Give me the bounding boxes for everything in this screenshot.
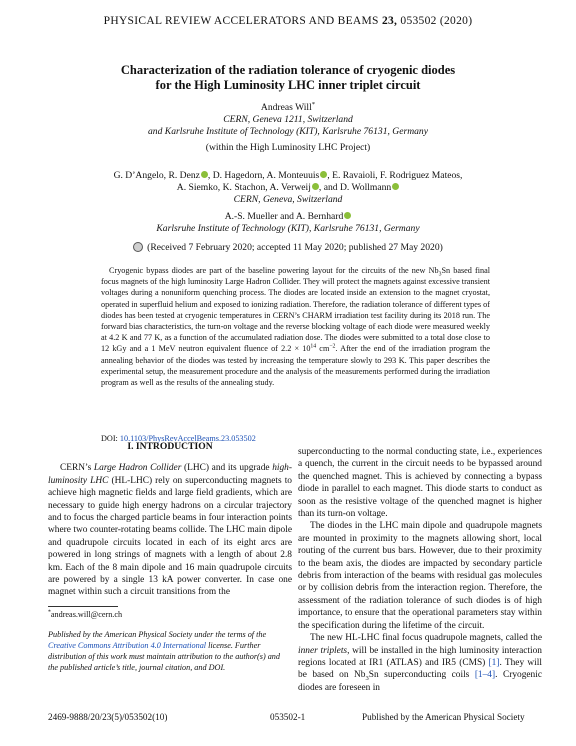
text-run: (LHC) and its upgrade	[181, 463, 273, 474]
orcid-icon[interactable]	[392, 183, 399, 190]
abstract-text: Cryogenic bypass diodes are part of the baseline powering layout for the circuits of the new Nb	[109, 266, 439, 275]
right-column	[298, 446, 542, 694]
affiliation-cern: CERN, Geneva 1211, Switzerland	[223, 114, 353, 125]
text-run-italic: Large Hadron Collider	[93, 463, 182, 474]
text-run: . They will be based on Nb	[298, 657, 542, 681]
reference-link[interactable]: [1–4]	[474, 670, 496, 681]
footnote-rule	[48, 606, 118, 607]
author-text-5: , and D. Wollmann	[318, 182, 392, 193]
license-text: Published by the American Physical Society under the terms of the	[48, 630, 267, 639]
author-block-1	[40, 102, 536, 154]
reference-link[interactable]: [1]	[488, 657, 500, 668]
text-run: The new HL-LHC final focus quadrupole magnets, called the	[310, 633, 542, 644]
doi-label: DOI:	[101, 434, 120, 443]
project-note: (within the High Luminosity LHC Project)	[205, 142, 371, 153]
text-run: CERN’s	[60, 463, 94, 474]
left-column	[48, 441, 292, 599]
intro-paragraph	[48, 462, 292, 598]
article-id-year: 053502 (2020)	[400, 15, 473, 27]
title-line-1: Characterization of the radiation tolerance of cryogenic diodes	[120, 63, 456, 77]
abstract-text: Sn based final focus magnets of the high luminosity Large Hadron Collider. They will protect the magnets against excessive transient voltages during a nonuniform quenching process. The diodes are located inside an extension to the magnet cryostat, operated in superfluid helium and exposed to ionizing radiation. Therefore, the radiation tolerance of different types of diodes has been tested at cryogenic temperatures in CERN’s CHARM irradiation test facility during its 2018 run. The forward bias characteristics, the turn-on voltage and the reverse blocking voltage of each diode were measured weekly at 4.2 K and 77 K, as a function of the accumulated radiation dose. The diodes were submitted to a total dose close to 12 kGy and a 1 MeV neutron equivalent fluence of 2.2 × 10	[101, 266, 490, 354]
abstract-superscript: 14	[310, 343, 317, 350]
license-note	[48, 629, 292, 673]
footer-issn: 2469-9888/20/23(5)/053502(10)	[48, 712, 168, 722]
abstract-subscript: 3	[438, 271, 442, 278]
author-name: Andreas Will	[260, 102, 312, 113]
doi-link[interactable]: 10.1103/PhysRevAccelBeams.23.053502	[119, 434, 256, 443]
footer-page-id: 053502-1	[270, 712, 306, 722]
author-text-4: A. Siemko, K. Stachon, A. Verweij	[176, 182, 311, 193]
author-text-2: , D. Hagedorn, A. Monteuuis	[207, 170, 320, 181]
open-access-icon	[133, 242, 143, 252]
journal-volume: 23,	[381, 15, 398, 27]
affiliation-kit: and Karlsruhe Institute of Technology (KIT), Karlsruhe 76131, Germany	[148, 126, 428, 137]
corresponding-mark: *	[311, 100, 316, 108]
affiliation-cern-geneva: CERN, Geneva, Switzerland	[233, 194, 343, 205]
footer-publisher: Published by the American Physical Society	[362, 712, 525, 722]
received-text: (Received 7 February 2020; accepted 11 May 2020; published 27 May 2020)	[147, 242, 443, 253]
author-names-kit: A.-S. Mueller and A. Bernhard	[224, 211, 344, 222]
orcid-icon[interactable]	[344, 212, 351, 219]
received-dates	[40, 242, 536, 254]
text-run: (HL-LHC) rely on superconducting magnets to achieve high magnetic fields and large field gradients, which are necessary to guide high energy hadrons on a circular trajectory and to focus the charged particle beams in four interaction points where two counter-rotating beams collide. The LHC main dipole and quadrupole circuits located in each of its eight arcs are powered in long strings of magnets with a length of about 2.8 km. Each of the 8 main dipole and 16 main quadrupole circuits are powered by a single 13 kA power converter. In case one magnet within such a circuit transitions from the	[48, 475, 292, 598]
footnote	[48, 609, 292, 620]
section-heading: I. INTRODUCTION	[127, 441, 213, 452]
text-run: Sn superconducting coils	[368, 670, 475, 681]
orcid-icon[interactable]	[201, 171, 208, 178]
journal-name: PHYSICAL REVIEW ACCELERATORS AND BEAMS	[103, 15, 379, 27]
license-text: license. Further distribution of this work must maintain attribution to the author(s) and the published article’s title, journal citation, and DOI.	[48, 641, 280, 672]
text-run: , will be installed in the high luminosity interaction regions located at IR1 (ATLAS) and IR5 (CMS)	[298, 645, 542, 668]
abstract-text: . After the end of the irradiation program the annealing behavior of the diodes was tested by increasing the temperature slowly to 293 K. This paper describes the experimental setup, the measurement procedure and the analysis of the measurements performed during the irradiation program as well as the results of the annealing study.	[101, 344, 490, 388]
text-run-italic: high-luminosity LHC	[48, 463, 292, 486]
author-text-3: , E. Ravaioli, F. Rodriguez Mateos,	[327, 170, 463, 181]
affiliation-kit-2: Karlsruhe Institute of Technology (KIT), Karlsruhe 76131, Germany	[156, 223, 420, 234]
abstract	[101, 265, 490, 388]
subscript: 3	[365, 675, 369, 683]
text-run: . Cryogenic diodes are foreseen in	[298, 670, 543, 693]
author-text-1: G. D’Angelo, R. Denz	[113, 170, 200, 181]
footnote-email[interactable]: andreas.will@cern.ch	[50, 610, 123, 619]
abstract-text: cm	[316, 344, 330, 354]
text-run-italic: inner triplets	[298, 645, 348, 656]
journal-header	[0, 15, 576, 27]
paragraph: The diodes in the LHC main dipole and quadrupole magnets are mounted in proximity to the magnets allowing short, local routing of the current bus bars. However, due to their proximity to the beam axis, the diodes are impacted by secondary particle debris from interaction of the beams with residual gas molecules or by collision debris from the interaction region. Therefore, the assessment of the radiation tolerance of such diodes is of high importance, to ensure that the operational parameters stay within the specification during the lifetime of the circuit.	[298, 521, 542, 631]
paper-title	[60, 63, 516, 93]
orcid-icon[interactable]	[312, 183, 319, 190]
license-link[interactable]: Creative Commons Attribution 4.0 International	[48, 641, 207, 650]
title-line-2: for the High Luminosity LHC inner triplet circuit	[155, 78, 421, 92]
author-block-2	[40, 170, 536, 206]
author-block-3	[40, 211, 536, 235]
footnote-mark: *	[48, 609, 51, 616]
abstract-superscript: −2	[329, 343, 336, 350]
paragraph	[298, 632, 542, 694]
paragraph: superconducting to the normal conducting state, i.e., experiences a quench, the current in the circuit needs to be bypassed around the quenched magnet. This is achieved by connecting a bypass diode in parallel to each magnet. This diode starts to conduct as soon as the resistive voltage of the quenched magnet is higher than its turn-on voltage.	[298, 447, 542, 520]
